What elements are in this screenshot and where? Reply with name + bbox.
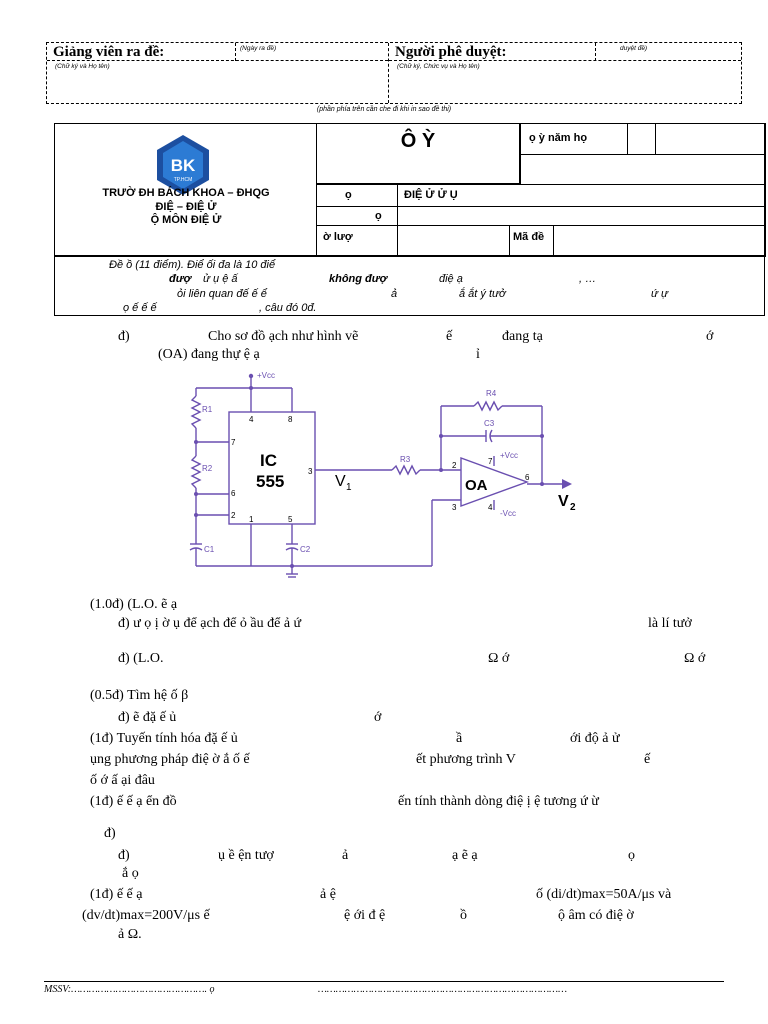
course-code-value (397, 206, 766, 226)
student-id-field: MSSV:………………………………………. ọ (44, 984, 215, 995)
opamp-vcc-label: +Vcc (500, 451, 519, 460)
semester-label: ọ ỳ năm họ (529, 132, 588, 144)
v2-label: V (558, 493, 569, 510)
examiner-label: Giảng viên ra đề: (53, 44, 165, 60)
vcc-label: +Vcc (257, 371, 276, 380)
question-part-text: ến tính thành dòng điệ ị ệ tương ứ ừ (398, 794, 599, 809)
approver-date-hint: duyệt đề) (620, 45, 648, 52)
question-part-text: đ) (118, 848, 130, 863)
question-part-text: ắ ọ (122, 866, 139, 881)
exam-title: Ô Ỳ (400, 130, 436, 152)
question-part-text: ố ớ ấ ại đâu (90, 773, 155, 788)
approver-label: Người phê duyệt: (395, 44, 507, 60)
notes-line-2a: đượ (169, 273, 191, 285)
question-part-text: (1đ) Tuyến tính hóa đặ ế ủ (90, 731, 238, 746)
question-part-text: (1đ) ế ế ạ ển đồ (90, 794, 177, 809)
circuit-diagram (180, 362, 600, 582)
question-part-text: đ) ư ọ ị ờ ụ để ạch để ỏ ầu để ả ứ (118, 616, 302, 631)
r2-label: R2 (202, 464, 213, 473)
question-part-text: ết phương trình V (416, 752, 516, 767)
opamp-pin4-label: 4 (488, 503, 493, 512)
notes-line-4b: , câu đó 0đ. (259, 302, 317, 314)
student-name-field: ………………………………………………………………………… (318, 984, 567, 995)
question-part-text: ế (644, 752, 651, 767)
question-part-text: đ) (L.O. (118, 651, 164, 666)
r4-resistor (474, 402, 502, 410)
r3-resistor (392, 466, 420, 474)
question-part-text: Ω ớ (684, 651, 706, 666)
question-part-text: ồ (460, 908, 467, 923)
question-intro-3: đang tạ (502, 329, 543, 344)
question-part-text: ộ âm có điệ ờ (558, 908, 634, 923)
logo-subtext: TP.HCM (173, 177, 193, 183)
r1-label: R1 (202, 405, 213, 414)
question-part-text: ố (di/dt)max=50A/μs và (536, 887, 672, 902)
notes-line-4a: ọ ế ế ế (123, 302, 157, 314)
question-part-text: ầ (456, 731, 463, 746)
question-part-text: ớ (374, 710, 382, 725)
pin8-label: 8 (288, 415, 293, 424)
pin2-label: 2 (231, 511, 236, 520)
question-part-text: ệ ới đ ệ (344, 908, 386, 923)
pin3-label: 3 (308, 467, 313, 476)
v1-subscript: 1 (346, 482, 352, 493)
question-intro-5: (OA) đang thự ệ ạ (158, 347, 260, 362)
opamp-pin6-label: 6 (525, 473, 530, 482)
question-part-text: ả (342, 848, 349, 863)
examiner-section (47, 43, 389, 103)
logo-text: BK (170, 156, 196, 175)
department-name: Ộ MÔN ĐIỆ Ử (150, 214, 222, 226)
v1-label: V (335, 473, 346, 490)
pin6-label: 6 (231, 489, 236, 498)
question-part-text: đ) (104, 826, 116, 841)
r2-resistor (192, 456, 200, 488)
exam-label: ọ (345, 189, 352, 201)
question-intro-6: ỉ (476, 347, 480, 362)
ic-label-1: IC (260, 451, 277, 470)
examiner-date-hint: (Ngày ra đề) (240, 45, 277, 52)
title-cell (316, 123, 520, 184)
examiner-sign-hint: (Chữ ký và Họ tên) (55, 63, 110, 70)
r1-resistor (192, 396, 200, 428)
approver-sign-hint: (Chữ ký, Chức vụ và Họ tên) (397, 63, 480, 70)
exam-header (54, 123, 765, 256)
duration-value (397, 225, 510, 257)
r3-label: R3 (400, 455, 411, 464)
notes-line-2d: điệ ạ (439, 273, 463, 285)
exam-notes (54, 256, 765, 316)
opamp-pin7-label: 7 (488, 457, 493, 466)
cover-note: (phần phía trên cần che đi khi in sao đề thi) (316, 106, 452, 113)
question-part-text: ới độ ả ử (570, 731, 620, 746)
question-part-text: (1đ) ế ế ạ (90, 887, 143, 902)
duration-label: ờ lượ (323, 231, 353, 243)
c3-label: C3 (484, 419, 495, 428)
question-part-text: là lí tưở (648, 616, 692, 631)
question-part-text: Ω ớ (488, 651, 510, 666)
question-intro-1: Cho sơ đồ ạch như hình vẽ (208, 329, 359, 344)
semester-value (627, 123, 656, 155)
course-code-label: ọ (375, 210, 382, 222)
pin7-label: 7 (231, 438, 236, 447)
faculty-name: ĐIỆ – ĐIỆ Ử (155, 201, 217, 213)
opamp-pin3-label: 3 (452, 503, 457, 512)
notes-line-2c: không đượ (329, 273, 388, 285)
question-part-text: ụng phương pháp điệ ờ ắ ố ế (90, 752, 250, 767)
opamp-vee-label: -Vcc (500, 509, 516, 518)
school-cell (54, 123, 317, 256)
c2-label: C2 (300, 545, 311, 554)
notes-line-2b: ử ụ ệ ấ (203, 273, 238, 285)
notes-line-3d: ứ ự (651, 288, 668, 300)
r4-label: R4 (486, 389, 497, 398)
question-intro-2: ế (446, 329, 453, 344)
question-part-text: (1.0đ) (L.O. ẽ ạ (90, 597, 178, 612)
pin1-label: 1 (249, 515, 254, 524)
approver-section (389, 43, 741, 103)
notes-line-3a: ỏi liên quan đế ế ể (177, 288, 267, 300)
notes-line-1: Đề ồ (11 điểm). Điể ối đa là 10 điể (109, 259, 276, 271)
notes-line-3c: ắ ắt ý tưở (459, 288, 506, 300)
pin4-label: 4 (249, 415, 254, 424)
notes-line-2e: , … (579, 273, 597, 285)
question-part-text: ả Ω. (118, 927, 142, 942)
notes-line-3b: ả (391, 288, 398, 300)
question-intro-4: ớ (706, 329, 714, 344)
question-part-text: (dv/dt)max=200V/μs ế (82, 908, 210, 923)
question-part-text: ả ệ (320, 887, 336, 902)
year-value (655, 123, 766, 155)
question-number: đ) (118, 329, 130, 344)
signature-box (46, 42, 742, 104)
school-name: TRƯỜ ĐH BÁCH KHOA – ĐHQG (102, 187, 270, 199)
date-value (520, 154, 766, 185)
ic-label-2: 555 (256, 472, 285, 491)
question-part-text: ọ (628, 848, 635, 863)
footer-divider (44, 981, 724, 982)
question-part-text: đ) ẽ đặ ế ủ (118, 710, 177, 725)
question-part-text: ụ ề ện tượ (218, 848, 274, 863)
question-part-text: ạ ẽ ạ (452, 848, 478, 863)
exam-code-value (553, 225, 766, 257)
exam-code-label: Mã đề (513, 231, 545, 243)
c1-label: C1 (204, 545, 215, 554)
opamp-pin2-label: 2 (452, 461, 457, 470)
opamp-label: OA (465, 477, 488, 494)
subject-name: ĐIỆ Ử Ử Ụ (404, 189, 458, 201)
v2-subscript: 2 (570, 502, 576, 513)
question-part-text: (0.5đ) Tìm hệ ố β (90, 688, 189, 703)
pin5-label: 5 (288, 515, 293, 524)
